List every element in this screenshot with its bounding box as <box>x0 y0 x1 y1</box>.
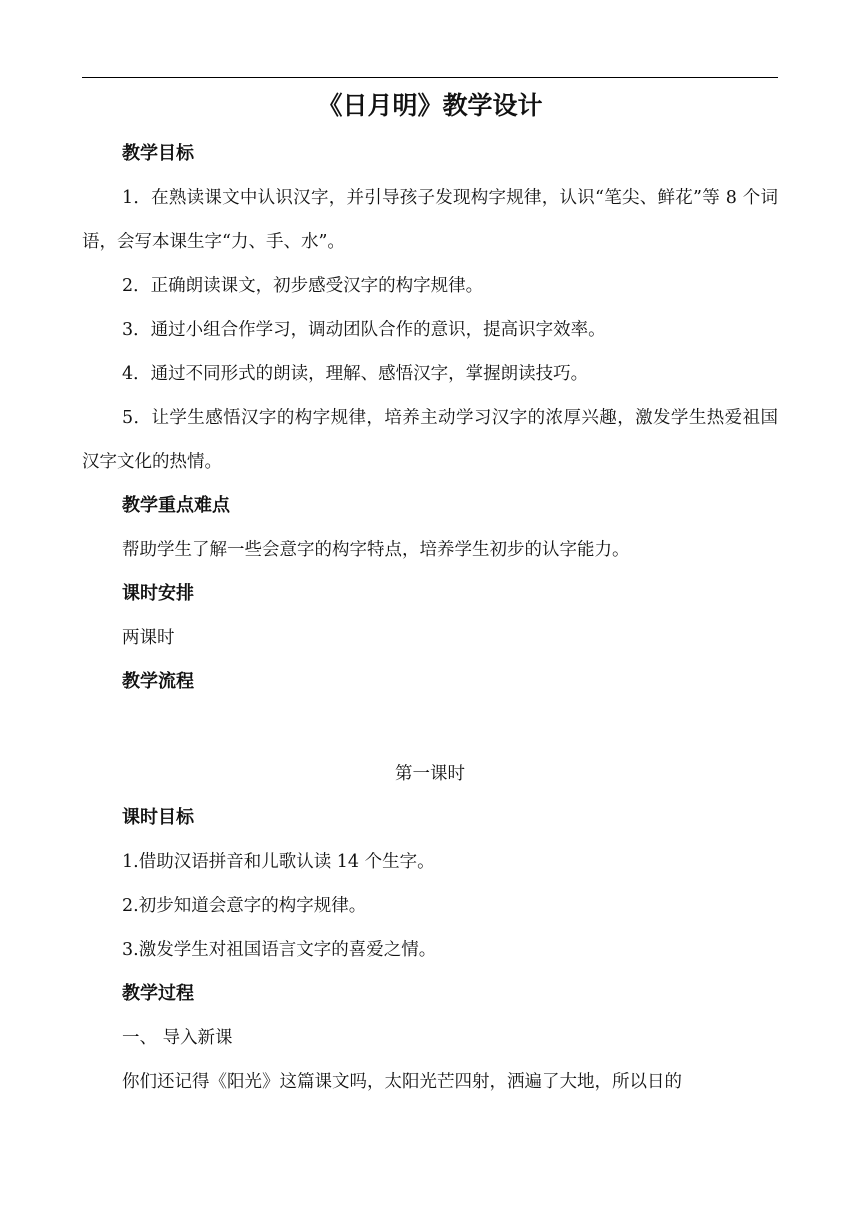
lesson-goal-3: 3.激发学生对祖国语言文字的喜爱之情。 <box>122 940 437 960</box>
lesson-goal-2: 2.初步知道会意字的构字规律。 <box>122 896 367 916</box>
intro-paragraph: 你们还记得《阳光》这篇课文吗，太阳光芒四射，洒遍了大地，所以日的 <box>122 1072 682 1092</box>
step-one-heading: 一、 导入新课 <box>122 1028 233 1048</box>
objective-item-3: 3．通过小组合作学习，调动团队合作的意识，提高识字效率。 <box>122 320 606 340</box>
objective-item-2: 2．正确朗读课文，初步感受汉字的构字规律。 <box>122 276 484 296</box>
section-spacer <box>82 704 778 752</box>
lesson-goal-1: 1.借助汉语拼音和儿歌认读 14 个生字。 <box>122 852 435 872</box>
header-rule <box>82 77 778 78</box>
schedule-text: 两课时 <box>122 628 175 648</box>
document-body <box>82 88 778 1104</box>
objective-item-5: 5．让学生感悟汉字的构字规律，培养主动学习汉字的浓厚兴趣，激发学生热爱祖国汉字文化的热情。 <box>82 408 778 472</box>
document-title: 《日月明》教学设计 <box>317 91 543 120</box>
heading-lesson-goals: 课时目标 <box>122 807 194 828</box>
objective-item-4: 4．通过不同形式的朗读，理解、感悟汉字，掌握朗读技巧。 <box>122 364 589 384</box>
key-points-text: 帮助学生了解一些会意字的构字特点，培养学生初步的认字能力。 <box>122 540 630 560</box>
heading-teaching-process: 教学过程 <box>122 983 194 1004</box>
heading-key-points: 教学重点难点 <box>122 495 230 516</box>
heading-teaching-objectives: 教学目标 <box>122 143 194 164</box>
objective-item-1: 1．在熟读课文中认识汉字，并引导孩子发现构字规律，认识“笔尖、鲜花”等 8 个词语，会写本课生字“力、手、水”。 <box>82 188 778 252</box>
lesson-one-label: 第一课时 <box>395 764 465 784</box>
heading-schedule: 课时安排 <box>122 583 194 604</box>
heading-teaching-flow: 教学流程 <box>122 671 194 692</box>
